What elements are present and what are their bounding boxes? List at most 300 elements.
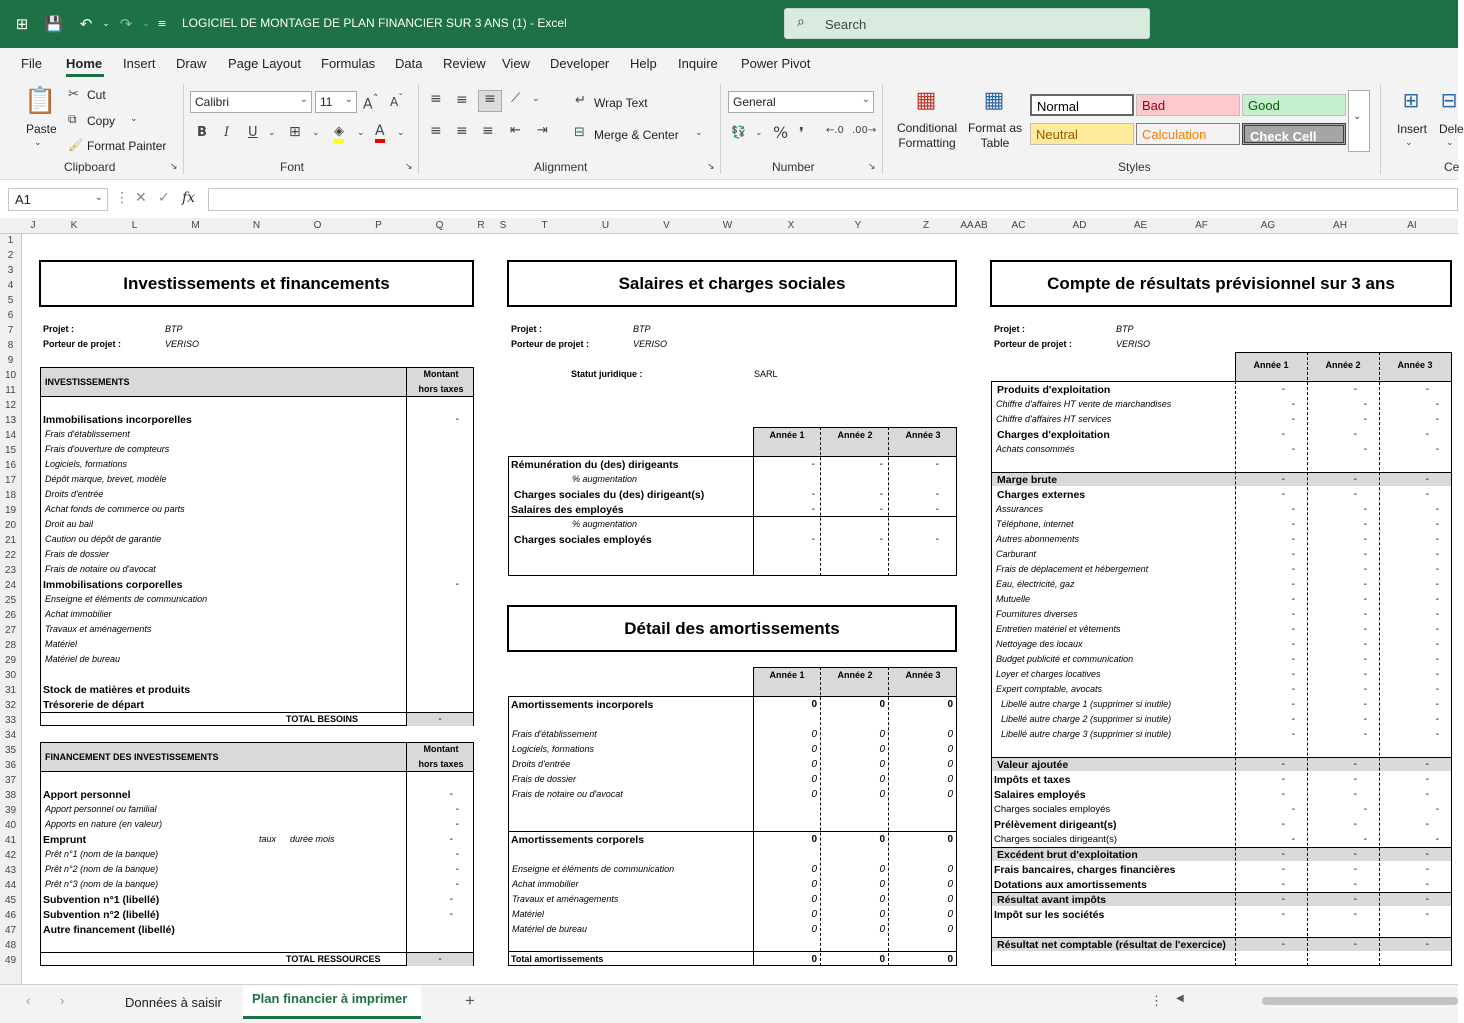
invest-row-label: Dépôt marque, brevet, modèle [45,474,167,484]
amort-annee2: Année 2 [837,670,873,680]
decrease-indent-icon[interactable]: ⇤ [510,123,521,138]
compte-row-value: - [1435,699,1439,710]
percent-style-icon[interactable]: % [773,123,789,142]
amort-incorp-row: Frais d'établissement [512,729,597,739]
montant-header-2: hors taxes [418,384,464,394]
salaires-row-value: - [879,459,883,470]
compte-row-value: - [1291,714,1295,725]
underline-dropdown-icon[interactable]: ⌄ [268,128,276,138]
scroll-left-icon[interactable]: ◀ [1176,993,1184,1004]
column-header-ad: AD [1072,220,1087,231]
align-bottom-icon[interactable]: ≡ [478,90,502,112]
compte-row-value: - [1281,774,1285,785]
delete-cells-button[interactable]: Dele [1439,122,1464,136]
align-center-icon[interactable]: ≡ [456,123,468,139]
underline-icon[interactable]: U [248,125,258,140]
compte-row-value: - [1281,789,1285,800]
compte-row-label: Impôt sur les sociétés [994,909,1105,921]
row-header-34: 34 [4,730,17,741]
row-header-19: 19 [4,505,17,516]
column-header-ac: AC [1011,220,1026,231]
tab-insert[interactable]: Insert [123,56,156,71]
tab-draw[interactable]: Draw [176,56,207,71]
compte-row-value: - [1291,684,1295,695]
row-header-37: 37 [4,775,17,786]
delete-cells-icon[interactable]: ⊟ [1440,88,1458,112]
copy-icon[interactable]: ⧉ [68,112,77,126]
compte-row-value: - [1353,759,1357,770]
font-size-select[interactable] [315,91,357,113]
financement-row-value: - [449,789,453,800]
amort-value: 0 [947,909,953,920]
compte-row-value: - [1435,669,1439,680]
format-painter-icon[interactable]: 🖌 [68,138,84,152]
more-options-icon[interactable]: ⋮ [115,190,129,206]
compte-row-value: - [1353,939,1357,950]
number-format-value: General [733,95,776,109]
amort-value: 0 [947,759,953,770]
row-header-5: 5 [7,295,14,306]
statut-value: SARL [754,369,778,379]
increase-font-icon[interactable]: $A^ˆ$ [363,92,379,113]
name-box[interactable] [8,188,108,211]
amort-value: 0 [811,954,817,965]
accounting-format-icon[interactable]: 💱 [731,125,746,139]
financement-header-line [40,771,474,772]
align-left-icon[interactable]: ≡ [430,123,442,139]
amort-value: 0 [811,789,817,800]
salaires-row-value: - [879,489,883,500]
financement-row-label: Autre financement (libellé) [43,924,175,936]
compte-row-value: - [1435,504,1439,515]
format-painter-button[interactable]: Format Painter [87,139,167,153]
group-separator [418,84,419,174]
compte-row-label: Frais de déplacement et hébergement [996,564,1149,574]
borders-dropdown-icon[interactable]: ⌄ [312,128,320,138]
amort-annee3: Année 3 [905,670,941,680]
compte-row-value: - [1435,399,1439,410]
column-header-m: M [191,220,200,231]
compte-row-value: - [1435,564,1439,575]
sheet-tab-donnees[interactable]: Données à saisir [125,995,222,1010]
tab-formulas[interactable]: Formulas [321,56,376,71]
compte-row-value: - [1281,879,1285,890]
group-separator [183,84,184,174]
bold-icon[interactable]: B [197,125,207,140]
column-header-ag: AG [1260,220,1276,231]
paste-icon[interactable]: 📋 [24,86,57,116]
compte-row-label: Dotations aux amortissements [994,879,1147,891]
worksheet[interactable] [22,234,1458,984]
style-good[interactable]: Good [1242,94,1346,116]
orientation-dropdown-icon[interactable]: ⌄ [532,94,540,104]
porteur-value: VERISO [633,339,668,349]
column-header-ah: AH [1333,220,1347,231]
salaires-row-value: - [935,489,939,500]
column-header-y: Y [854,220,862,231]
compte-row-value: - [1435,624,1439,635]
font-launcher-icon[interactable]: ↘ [405,162,413,172]
compte-row-value: - [1425,774,1429,785]
tab-options-icon[interactable]: ⋮ [1150,993,1163,1008]
compte-row-value: - [1281,759,1285,770]
conditional-formatting-button[interactable]: Conditional Formatting [896,121,958,150]
align-top-icon[interactable]: ≡ [430,91,442,107]
compte-row-value: - [1353,879,1357,890]
compte-row-value: - [1435,519,1439,530]
format-as-table-icon[interactable]: ▦ [983,88,1005,113]
row-header-35: 35 [4,745,17,756]
invest-title: Investissements et financements [39,260,474,307]
amort-value: 0 [947,699,953,710]
amort-value: 0 [947,834,953,845]
insert-dropdown-icon[interactable]: ⌄ [1405,138,1413,148]
row-header-12: 12 [4,400,17,411]
group-separator [1380,84,1381,174]
row-headers [0,234,22,984]
compte-row-label: Charges sociales dirigeant(s) [994,834,1118,845]
row-header-4: 4 [7,280,14,291]
sheet-tab-plan[interactable]: Plan financier à imprimer [252,991,408,1006]
compte-row-value: - [1281,864,1285,875]
amort-title: Détail des amortissements [507,605,957,652]
compte-row-value: - [1291,834,1295,845]
decrease-font-icon[interactable]: $A^ˇ$ [390,93,404,109]
salaires-row-label: Salaires des employés [511,504,624,516]
compte-row-label: Chiffre d'affaires HT services [996,414,1112,424]
compte-row-value: - [1363,804,1367,815]
compte-row-label: Produits d'exploitation [997,384,1111,396]
style-calculation[interactable]: Calculation [1136,123,1240,145]
compte-row-value: - [1291,549,1295,560]
search-box[interactable] [784,8,1150,39]
orientation-icon[interactable]: ⟋ [511,91,521,106]
financement-row-label: Apports en nature (en valeur) [45,819,163,829]
porteur-label: Porteur de projet : [511,339,590,349]
font-color-icon[interactable]: A [375,123,385,143]
merge-center-icon[interactable]: ⊟ [574,125,585,140]
taux-label: taux [259,834,277,844]
font-name-select[interactable] [190,91,312,113]
row-header-47: 47 [4,925,17,936]
statut-label: Statut juridique : [571,369,643,379]
ribbon [0,78,1464,180]
row-header-48: 48 [4,940,17,951]
invest-row-label: Frais de notaire ou d'avocat [45,564,156,574]
tab-data[interactable]: Data [395,56,423,71]
compte-row-value: - [1353,489,1357,500]
column-header-t: T [541,220,548,231]
insert-cells-icon[interactable]: ⊞ [1402,88,1420,112]
total-besoins-value: - [438,714,442,725]
column-header-aa: AA [960,220,974,231]
compte-row-value: - [1363,654,1367,665]
title-bar [0,0,1458,48]
compte-row-value: - [1435,609,1439,620]
column-headers [0,218,1458,234]
compte-row-value: - [1281,894,1285,905]
cut-icon[interactable]: ✂ [68,87,79,102]
horizontal-scrollbar[interactable] [1262,997,1458,1005]
amort-value: 0 [947,744,953,755]
compte-row-value: - [1291,804,1295,815]
style-normal[interactable]: Normal [1030,94,1134,116]
cancel-icon[interactable]: ✕ [135,190,147,206]
compte-row-label: Salaires employés [994,789,1086,801]
copy-button[interactable]: Copy [87,114,116,128]
cut-button[interactable]: Cut [87,88,106,102]
invest-row-label: Achat immobilier [45,609,112,619]
merge-center-button[interactable]: Merge & Center [594,128,679,142]
salaires-row-value: - [935,459,939,470]
number-launcher-icon[interactable]: ↘ [868,162,876,172]
tab-view[interactable]: View [502,56,530,71]
wrap-text-icon[interactable]: ↵ [575,93,586,108]
redo-icon[interactable]: ↷ [119,15,133,33]
delete-dropdown-icon[interactable]: ⌄ [1446,138,1454,148]
salaires-row-label: % augmentation [572,474,638,484]
row-header-36: 36 [4,760,17,771]
compte-row-label: Téléphone, internet [996,519,1074,529]
fill-dropdown-icon[interactable]: ⌄ [357,128,365,138]
paste-dropdown-icon[interactable]: ⌄ [34,138,42,148]
compte-row-value: - [1291,729,1295,740]
undo-icon[interactable]: ↶ [79,15,93,33]
wrap-text-button[interactable]: Wrap Text [594,96,648,110]
row-header-3: 3 [7,265,14,276]
compte-row-value: - [1291,699,1295,710]
amort-incorp-row: Logiciels, formations [512,744,595,754]
enter-icon[interactable]: ✓ [158,190,170,206]
amort-value: 0 [947,879,953,890]
invest-row-label: Caution ou dépôt de garantie [45,534,162,544]
compte-row-value: - [1425,909,1429,920]
style-neutral[interactable]: Neutral [1030,123,1134,145]
compte-row-value: - [1435,549,1439,560]
insert-cells-button[interactable]: Insert [1397,122,1428,136]
row-header-49: 49 [4,955,17,966]
row-header-18: 18 [4,490,17,501]
amort-value: 0 [811,864,817,875]
chevron-down-icon: ⌄ [94,192,103,203]
amort-total-line [508,951,957,952]
comma-style-icon[interactable]: ❜ [799,124,804,142]
compte-row-label: Prélèvement dirigeant(s) [994,819,1117,831]
invest-row-label: Droits d'entrée [45,489,104,499]
amort-incorp-row: Frais de dossier [512,774,577,784]
financement-row-label: Prêt n°2 (nom de la banque) [45,864,159,874]
tab-help[interactable]: Help [630,56,657,71]
prev-sheet-icon[interactable]: ‹ [26,993,31,1008]
add-sheet-icon[interactable]: + [465,991,475,1010]
salaires-dash-separator [888,427,889,576]
amort-value: 0 [879,774,885,785]
compte-row-value: - [1281,939,1285,950]
compte-row-value: - [1363,834,1367,845]
borders-icon[interactable]: ⊞ [289,124,301,140]
amort-value: 0 [879,699,885,710]
salaires-row-label: % augmentation [572,519,638,529]
row-header-42: 42 [4,850,17,861]
compte-row-label: Achats consommés [996,444,1075,454]
row-header-43: 43 [4,865,17,876]
column-header-af: AF [1195,220,1208,231]
chevron-down-icon: ⌄ [861,94,870,105]
decrease-decimal-icon[interactable]: .00→ [852,125,877,136]
number-format-select[interactable] [728,91,874,113]
amort-value: 0 [879,924,885,935]
row-header-32: 32 [4,700,17,711]
compte-row-value: - [1363,714,1367,725]
insert-function-icon[interactable]: fx [182,190,196,206]
accounting-dropdown-icon[interactable]: ⌄ [755,128,763,138]
financement-row-label: Subvention n°2 (libellé) [43,909,160,921]
copy-dropdown-icon[interactable]: ⌄ [130,114,138,124]
amort-mid-line [508,831,957,832]
column-header-ai: AI [1407,220,1417,231]
compte-row-label: Fournitures diverses [996,609,1078,619]
column-header-p: P [375,220,382,231]
tab-inquire[interactable]: Inquire [678,56,718,71]
align-middle-icon[interactable]: ≡ [456,92,468,108]
row-header-46: 46 [4,910,17,921]
font-color-dropdown-icon[interactable]: ⌄ [397,128,405,138]
clipboard-group-label: Clipboard [64,160,116,174]
compte-row-value: - [1291,414,1295,425]
amort-value: 0 [811,744,817,755]
compte-row-label: Résultat avant impôts [997,894,1107,906]
fill-color-icon[interactable]: ◈ [334,124,344,143]
compte-row-label: Expert comptable, avocats [996,684,1103,694]
compte-row-label: Assurances [996,504,1044,514]
alignment-group-label: Alignment [534,160,588,174]
formula-bar [0,186,1458,212]
compte-highlight-line [991,847,1452,848]
save-icon[interactable]: 💾 [44,15,64,33]
conditional-formatting-icon[interactable]: ▦ [915,88,937,113]
style-check-cell[interactable]: Check Cell [1242,123,1346,145]
formula-input[interactable] [208,188,1458,211]
financement-row-value: - [455,804,459,815]
amort-incorp-label: Amortissements incorporels [511,699,654,711]
financement-row-value: - [455,864,459,875]
amort-value: 0 [811,834,817,845]
clipboard-launcher-icon[interactable]: ↘ [170,162,178,172]
search-placeholder: Search [825,17,867,32]
row-header-6: 6 [7,310,14,321]
amort-value: 0 [811,774,817,785]
projet-label: Projet : [994,324,1026,334]
compte-row-value: - [1425,429,1429,440]
compte-row-value: - [1435,654,1439,665]
tab-home[interactable]: Home [66,56,103,71]
compte-row-value: - [1363,564,1367,575]
compte-highlight-line [991,937,1452,938]
increase-indent-icon[interactable]: ⇥ [537,123,548,138]
tab-developer[interactable]: Developer [550,56,610,71]
active-tab-indicator [66,74,104,77]
invest-header-label: INVESTISSEMENTS [45,377,130,387]
align-right-icon[interactable]: ≡ [482,123,494,139]
style-bad[interactable]: Bad [1136,94,1240,116]
compte-row-value: - [1291,654,1295,665]
compte-row-label: Excédent brut d'exploitation [997,849,1138,861]
row-header-10: 10 [4,370,17,381]
tab-power-pivot[interactable]: Power Pivot [741,56,811,71]
compte-row-value: - [1435,534,1439,545]
compte-row-value: - [1363,414,1367,425]
row-header-40: 40 [4,820,17,831]
amort-value: 0 [947,894,953,905]
amort-value: 0 [811,879,817,890]
amort-value: 0 [879,789,885,800]
total-ressources-label: TOTAL RESSOURCES [286,954,381,964]
row-header-39: 39 [4,805,17,816]
compte-row-value: - [1363,549,1367,560]
invest-row-label: Frais d'établissement [45,429,130,439]
compte-row-value: - [1435,834,1439,845]
format-as-table-button[interactable]: Format as Table [967,121,1022,150]
salaires-title: Salaires et charges sociales [507,260,957,307]
column-header-z: Z [922,220,930,231]
amort-value: 0 [879,909,885,920]
row-header-1: 1 [7,235,14,246]
styles-more-button[interactable] [1348,90,1370,152]
alignment-launcher-icon[interactable]: ↘ [707,162,715,172]
amort-total-label: Total amortissements [511,954,604,964]
amort-dash-separator [820,667,821,966]
compte-row-value: - [1363,699,1367,710]
column-header-q: Q [435,220,444,231]
compte-row-value: - [1291,624,1295,635]
amort-value: 0 [811,759,817,770]
financement-row-value: - [455,819,459,830]
compte-row-value: - [1425,864,1429,875]
sheet-tab-bar [0,984,1458,1023]
ribbon-tabs [0,48,1458,78]
tab-review[interactable]: Review [443,56,486,71]
compte-row-value: - [1291,564,1295,575]
salaires-row-value: - [811,534,815,545]
compte-row-value: - [1291,534,1295,545]
compte-row-value: - [1363,594,1367,605]
compte-row-value: - [1425,759,1429,770]
increase-decimal-icon[interactable]: ←.0 [826,125,844,136]
column-header-ab: AB [974,220,988,231]
redo-dropdown-icon[interactable]: ⌄ [142,19,150,29]
porteur-label: Porteur de projet : [994,339,1073,349]
compte-row-value: - [1425,384,1429,395]
undo-dropdown-icon[interactable]: ⌄ [102,19,110,29]
tab-page-layout[interactable]: Page Layout [228,56,302,71]
tab-file[interactable]: File [21,56,42,71]
italic-icon[interactable]: I [224,125,230,140]
compte-row-value: - [1281,384,1285,395]
compte-row-value: - [1281,849,1285,860]
column-header-x: X [787,220,795,231]
compte-row-value: - [1425,879,1429,890]
compte-row-value: - [1435,579,1439,590]
salaires-row-label: Rémunération du (des) dirigeants [511,459,679,471]
paste-button[interactable]: Paste [26,122,57,136]
customize-qat-icon[interactable]: ≡ [157,17,167,30]
compte-row-value: - [1281,489,1285,500]
merge-dropdown-icon[interactable]: ⌄ [695,128,703,138]
salaires-annee3: Année 3 [905,430,941,440]
next-sheet-icon[interactable]: › [60,993,65,1008]
compte-row-label: Loyer et charges locatives [996,669,1101,679]
compte-row-value: - [1353,774,1357,785]
